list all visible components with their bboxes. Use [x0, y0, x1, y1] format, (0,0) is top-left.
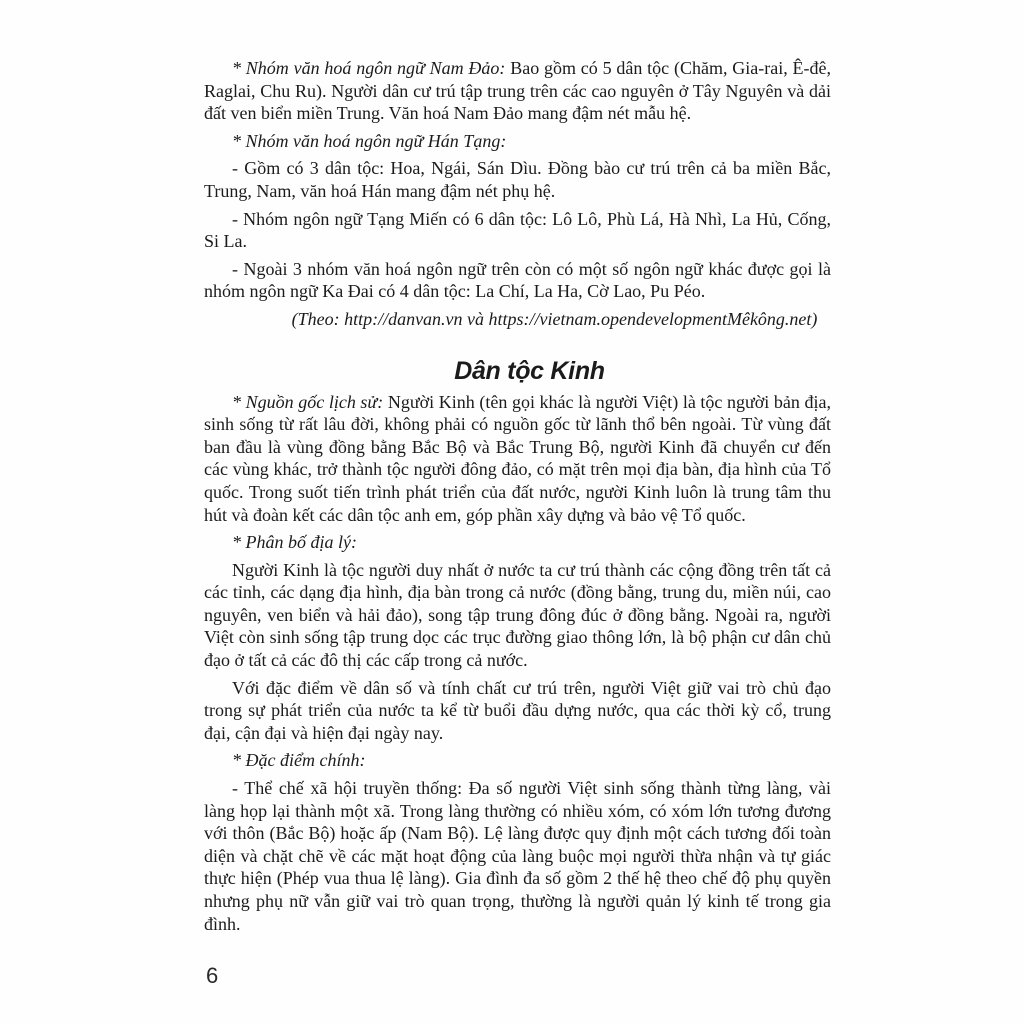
paragraph: [204, 258, 831, 303]
text-run: Với đặc điểm về dân số và tính chất cư trú trên, người Việt giữ vai trò chủ đạo trong sự phát triển của nước ta kể từ buổi đầu dựng nước, qua các thời kỳ cổ, trung đại, cận đại và hiện đại ngày nay.: [204, 677, 831, 743]
paragraph: [204, 391, 831, 527]
paragraph: [204, 157, 831, 202]
text-run: * Nhóm văn hoá ngôn ngữ Nam Đảo:: [232, 58, 506, 78]
text-column: [204, 0, 831, 935]
text-run: Người Kinh (tên gọi khác là người Việt) là tộc người bản địa, sinh sống từ rất lâu đời, không phải có nguồn gốc từ lãnh thổ bên ngoài. Từ vùng đất ban đầu là vùng đồng bằng Bắc Bộ và Bắc Trung Bộ, người Kinh đã chuyển cư đến các vùng khác, trở thành tộc người đông đảo, có mặt trên mọi địa bàn, địa hình của Tổ quốc. Trong suốt tiến trình phát triển của đất nước, người Kinh luôn là trung tâm thu hút và đoàn kết các dân tộc anh em, góp phần xây dựng và bảo vệ Tổ quốc.: [204, 391, 831, 525]
text-run: * Nhóm văn hoá ngôn ngữ Hán Tạng:: [232, 130, 507, 151]
paragraph: [204, 559, 831, 672]
kinh-ethnic-section: [204, 391, 831, 936]
paragraph: [204, 531, 831, 554]
paragraph: [204, 130, 831, 153]
text-run: * Đặc điểm chính:: [232, 750, 366, 771]
source-citation: (Theo: http://danvan.vn và https://vietnam.opendevelopmentMêkông.net): [291, 308, 818, 329]
paragraph: [204, 677, 831, 745]
section-heading: Dân tộc Kinh: [454, 356, 605, 385]
paragraph: [204, 749, 831, 772]
text-run: Bao gồm có 5 dân tộc (Chăm, Gia-rai, Ê-đê, Raglai, Chu Ru). Người dân cư trú tập trung trên các cao nguyên ở Tây Nguyên và dải đất ven biển miền Trung. Văn hoá Nam Đảo mang đậm nét mẫu hệ.: [204, 58, 831, 124]
page-number: 6: [206, 963, 219, 988]
language-groups-section: [204, 57, 831, 303]
text-run: - Thể chế xã hội truyền thống: Đa số người Việt sinh sống thành từng làng, vài làng họp lại thành một xã. Trong làng thường có nhiều xóm, có xóm lớn tương đương với thôn (Bắc Bộ) hoặc ấp (Nam Bộ). Lệ làng được quy định một cách tương đối toàn diện và chặt chẽ về các mặt hoạt động của làng buộc mọi người thừa nhận và tự giác thực hiện (Phép vua thua lệ làng). Gia đình đa số gồm 2 thế hệ theo chế độ phụ quyền nhưng phụ nữ vẫn giữ vai trò quan trọng, thường là người quản lý kinh tế trong gia đình.: [204, 778, 831, 934]
paragraph: [204, 57, 831, 125]
text-run: - Nhóm ngôn ngữ Tạng Miến có 6 dân tộc: Lô Lô, Phù Lá, Hà Nhì, La Hủ, Cống, Si La.: [204, 208, 831, 252]
text-run: * Nguồn gốc lịch sử:: [232, 391, 384, 412]
text-run: Người Kinh là tộc người duy nhất ở nước ta cư trú thành các cộng đồng trên tất cả các tỉnh, các dạng địa hình, địa bàn trong cả nước (đồng bằng, trung du, miền núi, cao nguyên, ven biển và hải đảo), song tập trung đông đúc ở đồng bằng. Ngoài ra, người Việt còn sinh sống tập trung dọc các trục đường giao thông lớn, là bộ phận cư dân chủ đạo ở tất cả các đô thị các cấp trong cả nước.: [204, 559, 831, 671]
text-run: * Phân bố địa lý:: [232, 532, 357, 553]
paragraph: [204, 777, 831, 935]
paragraph: [204, 208, 831, 253]
text-run: - Ngoài 3 nhóm văn hoá ngôn ngữ trên còn có một số ngôn ngữ khác được gọi là nhóm ngôn ngữ Ka Đai có 4 dân tộc: La Chí, La Ha, Cờ Lao, Pu Péo.: [204, 258, 831, 302]
text-run: - Gồm có 3 dân tộc: Hoa, Ngái, Sán Dìu. Đồng bào cư trú trên cả ba miền Bắc, Trung, Nam, văn hoá Hán mang đậm nét phụ hệ.: [204, 158, 831, 201]
